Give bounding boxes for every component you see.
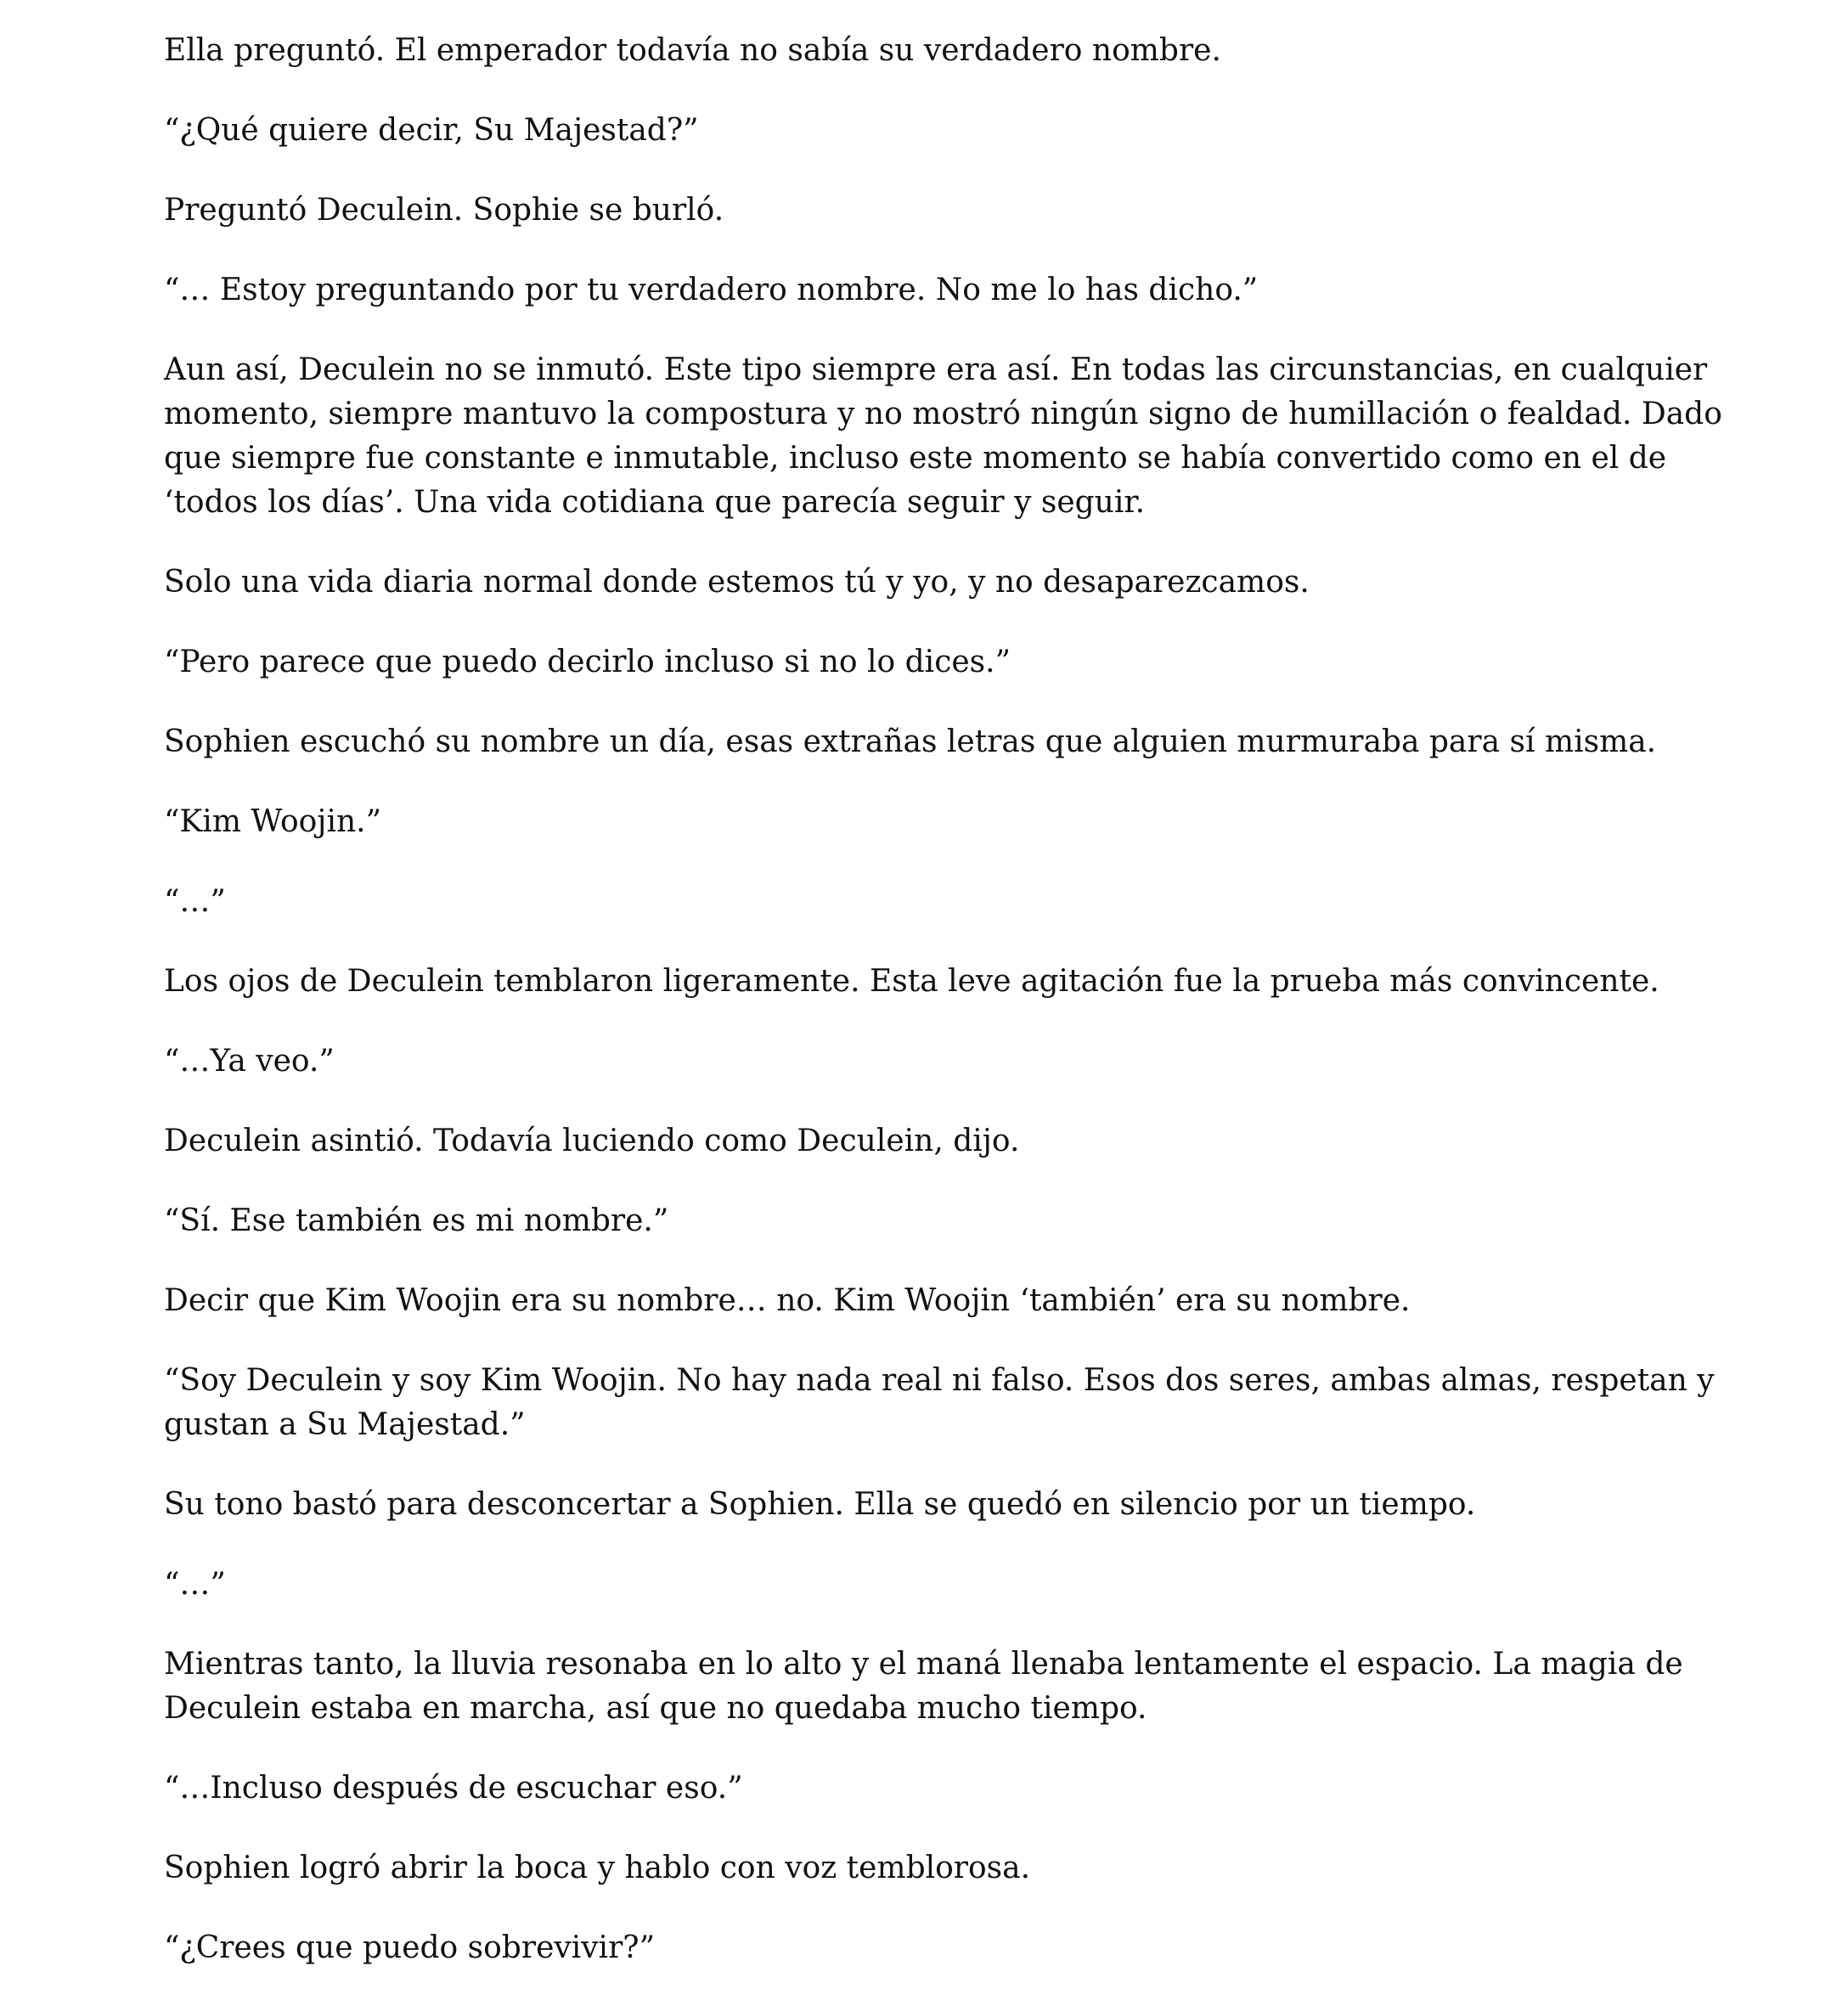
paragraph: Aun así, Deculein no se inmutó. Este tipo siempre era así. En todas las circunstancias, en cualquier momento, siempre mantuvo la compostura y no mostró ningún signo de humillación o fealdad. Dado que siempre fue constante e inmutable, incluso este momento se había convertido como en el de ‘todos los días’. Una vida cotidiana que parecía seguir y seguir. <box>164 352 1722 520</box>
paragraph: Sophien escuchó su nombre un día, esas extrañas letras que alguien murmuraba para sí misma. <box>164 724 1657 759</box>
paragraph: “Soy Deculein y soy Kim Woojin. No hay nada real ni falso. Esos dos seres, ambas almas, respetan y gustan a Su Majestad.” <box>164 1363 1715 1442</box>
paragraph: “…” <box>164 1567 226 1602</box>
paragraph: Mientras tanto, la lluvia resonaba en lo alto y el maná llenaba lentamente el espacio. La magia de Deculein estaba en marcha, así que no quedaba mucho tiempo. <box>164 1647 1683 1726</box>
paragraph: “¿Crees que puedo sobrevivir?” <box>164 1930 655 1965</box>
paragraph: “Pero parece que puedo decirlo incluso si no lo dices.” <box>164 645 1011 679</box>
paragraph: Sophien logró abrir la boca y hablo con voz temblorosa. <box>164 1851 1031 1885</box>
paragraph: “¿Qué quiere decir, Su Majestad?” <box>164 113 699 148</box>
paragraph: “… Estoy preguntando por tu verdadero nombre. No me lo has dicho.” <box>164 273 1259 307</box>
paragraph: Decir que Kim Woojin era su nombre… no. Kim Woojin ‘también’ era su nombre. <box>164 1283 1411 1318</box>
paragraph: “…” <box>164 884 226 919</box>
paragraph: “…Incluso después de escuchar eso.” <box>164 1771 743 1806</box>
paragraph: “…Ya veo.” <box>164 1044 335 1079</box>
paragraph: Su tono bastó para desconcertar a Sophien. Ella se quedó en silencio por un tiempo. <box>164 1487 1476 1522</box>
document-body <box>164 29 1727 2006</box>
paragraph: Los ojos de Deculein temblaron ligeramente. Esta leve agitación fue la prueba más convincente. <box>164 964 1659 999</box>
paragraph: Deculein asintió. Todavía luciendo como Deculein, dijo. <box>164 1124 1020 1158</box>
paragraph: Solo una vida diaria normal donde estemos tú y yo, y no desaparezcamos. <box>164 565 1310 600</box>
paragraph: Ella preguntó. El emperador todavía no sabía su verdadero nombre. <box>164 33 1221 68</box>
paragraph: “Sí. Ese también es mi nombre.” <box>164 1203 669 1238</box>
paragraph: Preguntó Deculein. Sophie se burló. <box>164 193 724 228</box>
paragraph: “Kim Woojin.” <box>164 804 382 839</box>
